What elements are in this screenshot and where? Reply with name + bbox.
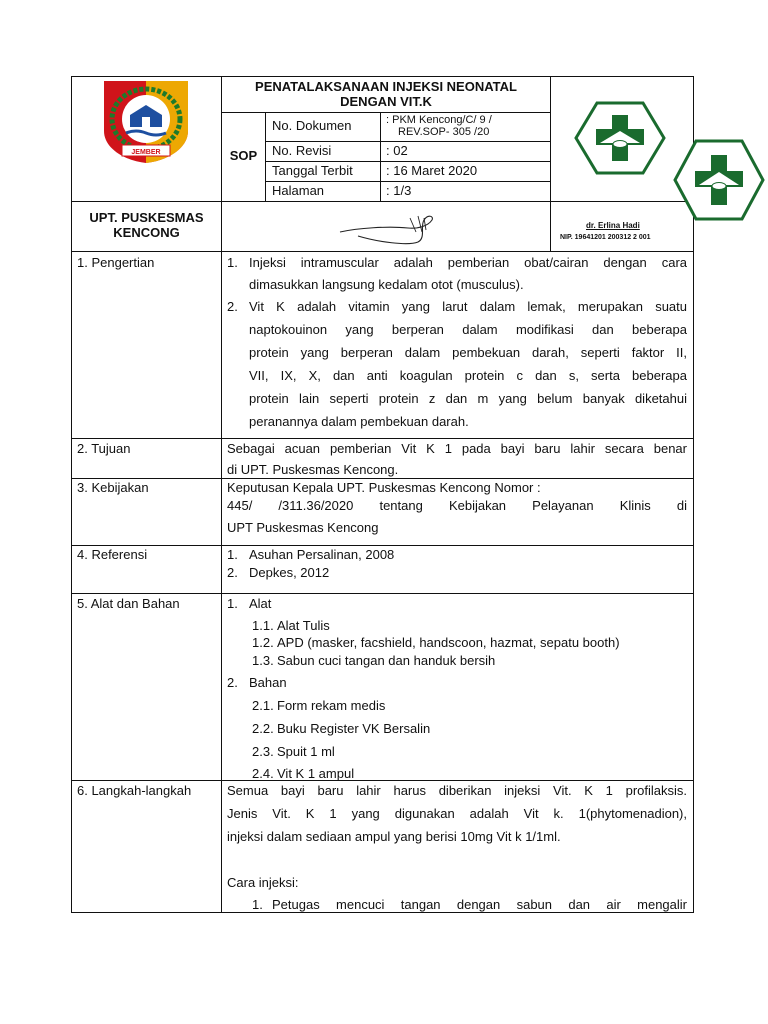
logo-eye [712,183,726,190]
langkah-step-number: 1. [252,897,263,912]
alat-item-number: 1.2. [252,635,274,650]
referensi-item-number: 2. [227,565,238,580]
row-line [71,438,694,439]
alat-item-text: Alat Tulis [277,618,330,633]
bahan-group-number: 2. [227,675,238,690]
row-line [71,545,694,546]
meta-value-tanggal-terbit: : 16 Maret 2020 [386,163,478,178]
cara-injeksi-label: Cara injeksi: [227,875,299,890]
alat-item-text: APD (masker, facshield, handscoon, hazmat, sepatu booth) [277,635,620,650]
pengertian-item-line: VII, IX, X, dan anti koagulan protein c dan s, serta beberapa [249,368,687,383]
row-line [71,593,694,594]
pengertian-item-line: dimasukkan langsung kedalam otot (musculus). [249,277,524,292]
header-divider-right [550,76,551,252]
section-label-kebijakan: 3. Kebijakan [77,480,149,495]
puskesmas-logo [574,101,666,175]
jember-regency-logo [100,79,192,165]
meta-row-line [265,181,550,182]
referensi-item-text: Asuhan Persalinan, 2008 [249,547,395,562]
logo-caption: JEMBER [131,149,161,156]
section-label-referensi: 4. Referensi [77,547,148,562]
row-line [71,780,694,781]
meta-value-no-revisi: : 02 [386,143,408,158]
section-label-pengertian: 1. Pengertian [77,255,155,270]
kebijakan-line: 445/ /311.36/2020 tentang Kebijakan Pelayanan Klinis di [227,498,687,513]
alat-item-number: 1.1. [252,618,274,633]
meta-row-line [265,161,550,162]
puskesmas-logo-small [673,139,765,221]
section-label-alat-bahan: 5. Alat dan Bahan [77,596,180,611]
pengertian-item-number: 2. [227,299,238,314]
section-label-tujuan: 2. Tujuan [77,441,131,456]
bahan-item-text: Buku Register VK Bersalin [277,721,431,736]
bahan-item-text: Vit K 1 ampul [277,766,355,781]
logo-eye [613,141,627,148]
meta-row-line [265,141,550,142]
document-title-line2: DENGAN VIT.K [340,94,432,109]
langkah-step-text: Petugas mencuci tangan dengan sabun dan air mengalir [272,897,687,912]
tujuan-line: Sebagai acuan pemberian Vit K 1 pada bayi baru lahir secara benar [227,441,687,456]
meta-divider-value [380,112,381,201]
document-title-line1: PENATALAKSANAAN INJEKSI NEONATAL [255,79,517,94]
section-label-langkah: 6. Langkah-langkah [77,783,192,798]
pengertian-item-line: naptokouinon yang berperan dalam modifikasi dan beberapa [249,322,687,337]
meta-value-no-dokumen-line1: : PKM Kencong/C/ 9 / [386,114,492,126]
langkah-intro-line: Jenis Vit. K 1 yang digunakan adalah Vit k. 1(phytomenadion), [227,806,687,821]
meta-divider-sop [265,112,266,201]
alat-item-number: 1.3. [252,653,274,668]
bahan-item-number: 2.1. [252,698,274,713]
unit-name-line2: KENCONG [113,225,180,240]
bahan-item-number: 2.4. [252,766,274,781]
referensi-item-text: Depkes, 2012 [249,565,330,580]
langkah-intro-line: Semua bayi baru lahir harus diberikan injeksi Vit. K 1 profilaksis. [227,783,687,798]
unit-name-line1: UPT. PUSKESMAS [89,210,204,225]
signature [338,212,438,248]
bahan-group-title: Bahan [249,675,287,690]
bahan-item-number: 2.3. [252,744,274,759]
meta-value-no-dokumen-line2: REV.SOP- 305 /20 [398,126,490,138]
header-mid-line [71,201,694,202]
pengertian-item-line: Vit K adalah vitamin yang larut dalam lemak, merupakan suatu [249,299,687,314]
alat-group-number: 1. [227,596,238,611]
meta-value-halaman: : 1/3 [386,183,412,198]
tujuan-line: di UPT. Puskesmas Kencong. [227,462,399,477]
meta-label-no-dokumen: No. Dokumen [272,118,352,133]
signer-nip: NIP. 19641201 200312 2 001 [560,234,651,241]
pengertian-item-line: Injeksi intramuscular adalah pemberian obat/cairan dengan cara [249,255,687,270]
row-line [71,478,694,479]
alat-group-title: Alat [249,596,272,611]
logo-building-door [142,117,150,127]
kebijakan-line: UPT Puskesmas Kencong [227,520,379,535]
meta-label-tanggal-terbit: Tanggal Terbit [272,163,353,178]
signer-name: dr. Erlina Hadi [586,221,640,230]
pengertian-item-number: 1. [227,255,238,270]
meta-label-no-revisi: No. Revisi [272,143,332,158]
referensi-item-number: 1. [227,547,238,562]
kebijakan-line: Keputusan Kepala UPT. Puskesmas Kencong Nomor : [227,480,541,495]
pengertian-item-line: protein yang berperan dalam pembekuan darah, seperti faktor II, [249,345,687,360]
pengertian-item-line: peranannya dalam pembekuan darah. [249,414,469,429]
bahan-item-text: Spuit 1 ml [277,744,335,759]
bahan-item-text: Form rekam medis [277,698,386,713]
langkah-intro-line: injeksi dalam sediaan ampul yang berisi 10mg Vit k 1/1ml. [227,829,561,844]
table-border-top [71,76,694,77]
alat-item-text: Sabun cuci tangan dan handuk bersih [277,653,496,668]
sop-label: SOP [229,148,258,163]
meta-label-halaman: Halaman [272,183,325,198]
pengertian-item-line: protein lain seperti protein z dan m yang belum banyak diketahui [249,391,687,406]
bahan-item-number: 2.2. [252,721,274,736]
header-bottom-line [71,251,694,252]
title-underline [221,112,550,113]
